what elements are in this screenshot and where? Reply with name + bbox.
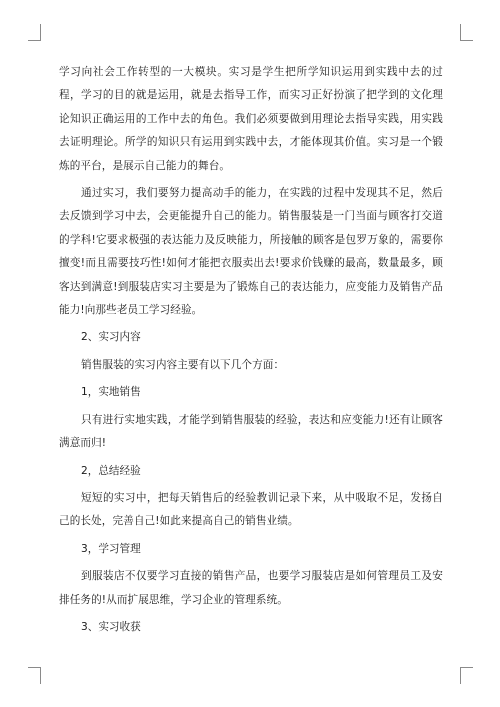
section-heading-internship-content: 2、实习内容: [81, 331, 141, 344]
section-heading-internship-gains: 3、实习收获: [81, 620, 141, 633]
paragraph-field-sales: 只有进行实地实践，才能学到销售服装的经验，表达和应变能力!还有让顾客满意而归!: [59, 413, 443, 450]
paragraph-internship-goals: 通过实习，我们要努力提高动手的能力，在实践的过程中发现其不足，然后去反馈到学习中去，会更能提升自己的能力。销售服装是一门当面与顾客打交道的学科!它要求极强的表达能力及反映能力，所接触的顾客是包罗万象的，需要你擅变!而且需要技巧性!如何才能把衣服卖出去!要求价钱赚的最高，数量最多，顾客达到满意!到服装店实习主要是为了锻炼自己的表达能力，应变能力及销售产品能力!向那些老员工学习经验。: [59, 187, 443, 317]
paragraph-summarize-experience: 短短的实习中，把每天销售后的经验教训记录下来，从中吸取不足，发扬自己的长处，完善自己!如此来提高自己的销售业绩。: [59, 491, 443, 528]
crop-mark-top-left: [28, 24, 41, 41]
subheading-summarize-experience: 2，总结经验: [81, 464, 141, 477]
crop-mark-top-right: [460, 24, 473, 41]
subheading-field-sales: 1，实地销售: [81, 386, 141, 399]
paragraph-learn-management: 到服装店不仅要学习直接的销售产品，也要学习服装店是如何管理员工及安排任务的!从而扩展思维，学习企业的管理系统。: [59, 570, 443, 606]
paragraph-content-intro: 销售服装的实习内容主要有以下几个方面：: [81, 358, 285, 371]
paragraph-internship-purpose: 学习向社会工作转型的一大模块。实习是学生把所学知识运用到实践中去的过程，学习的目的就是运用，就是去指导工作，而实习正好扮演了把学到的文化理论知识正确运用的工作中去的角色。我们必须要做到用理论去指导实践，用实践去证明理论。所学的知识只有运用到实践中去，才能体现其价值。实习是一个锻炼的平台，是展示自己能力的舞台。: [59, 66, 443, 172]
subheading-learn-management: 3，学习管理: [81, 542, 141, 555]
document-body: [59, 61, 443, 639]
crop-mark-bottom-right: [460, 667, 473, 684]
crop-mark-bottom-left: [28, 667, 41, 684]
